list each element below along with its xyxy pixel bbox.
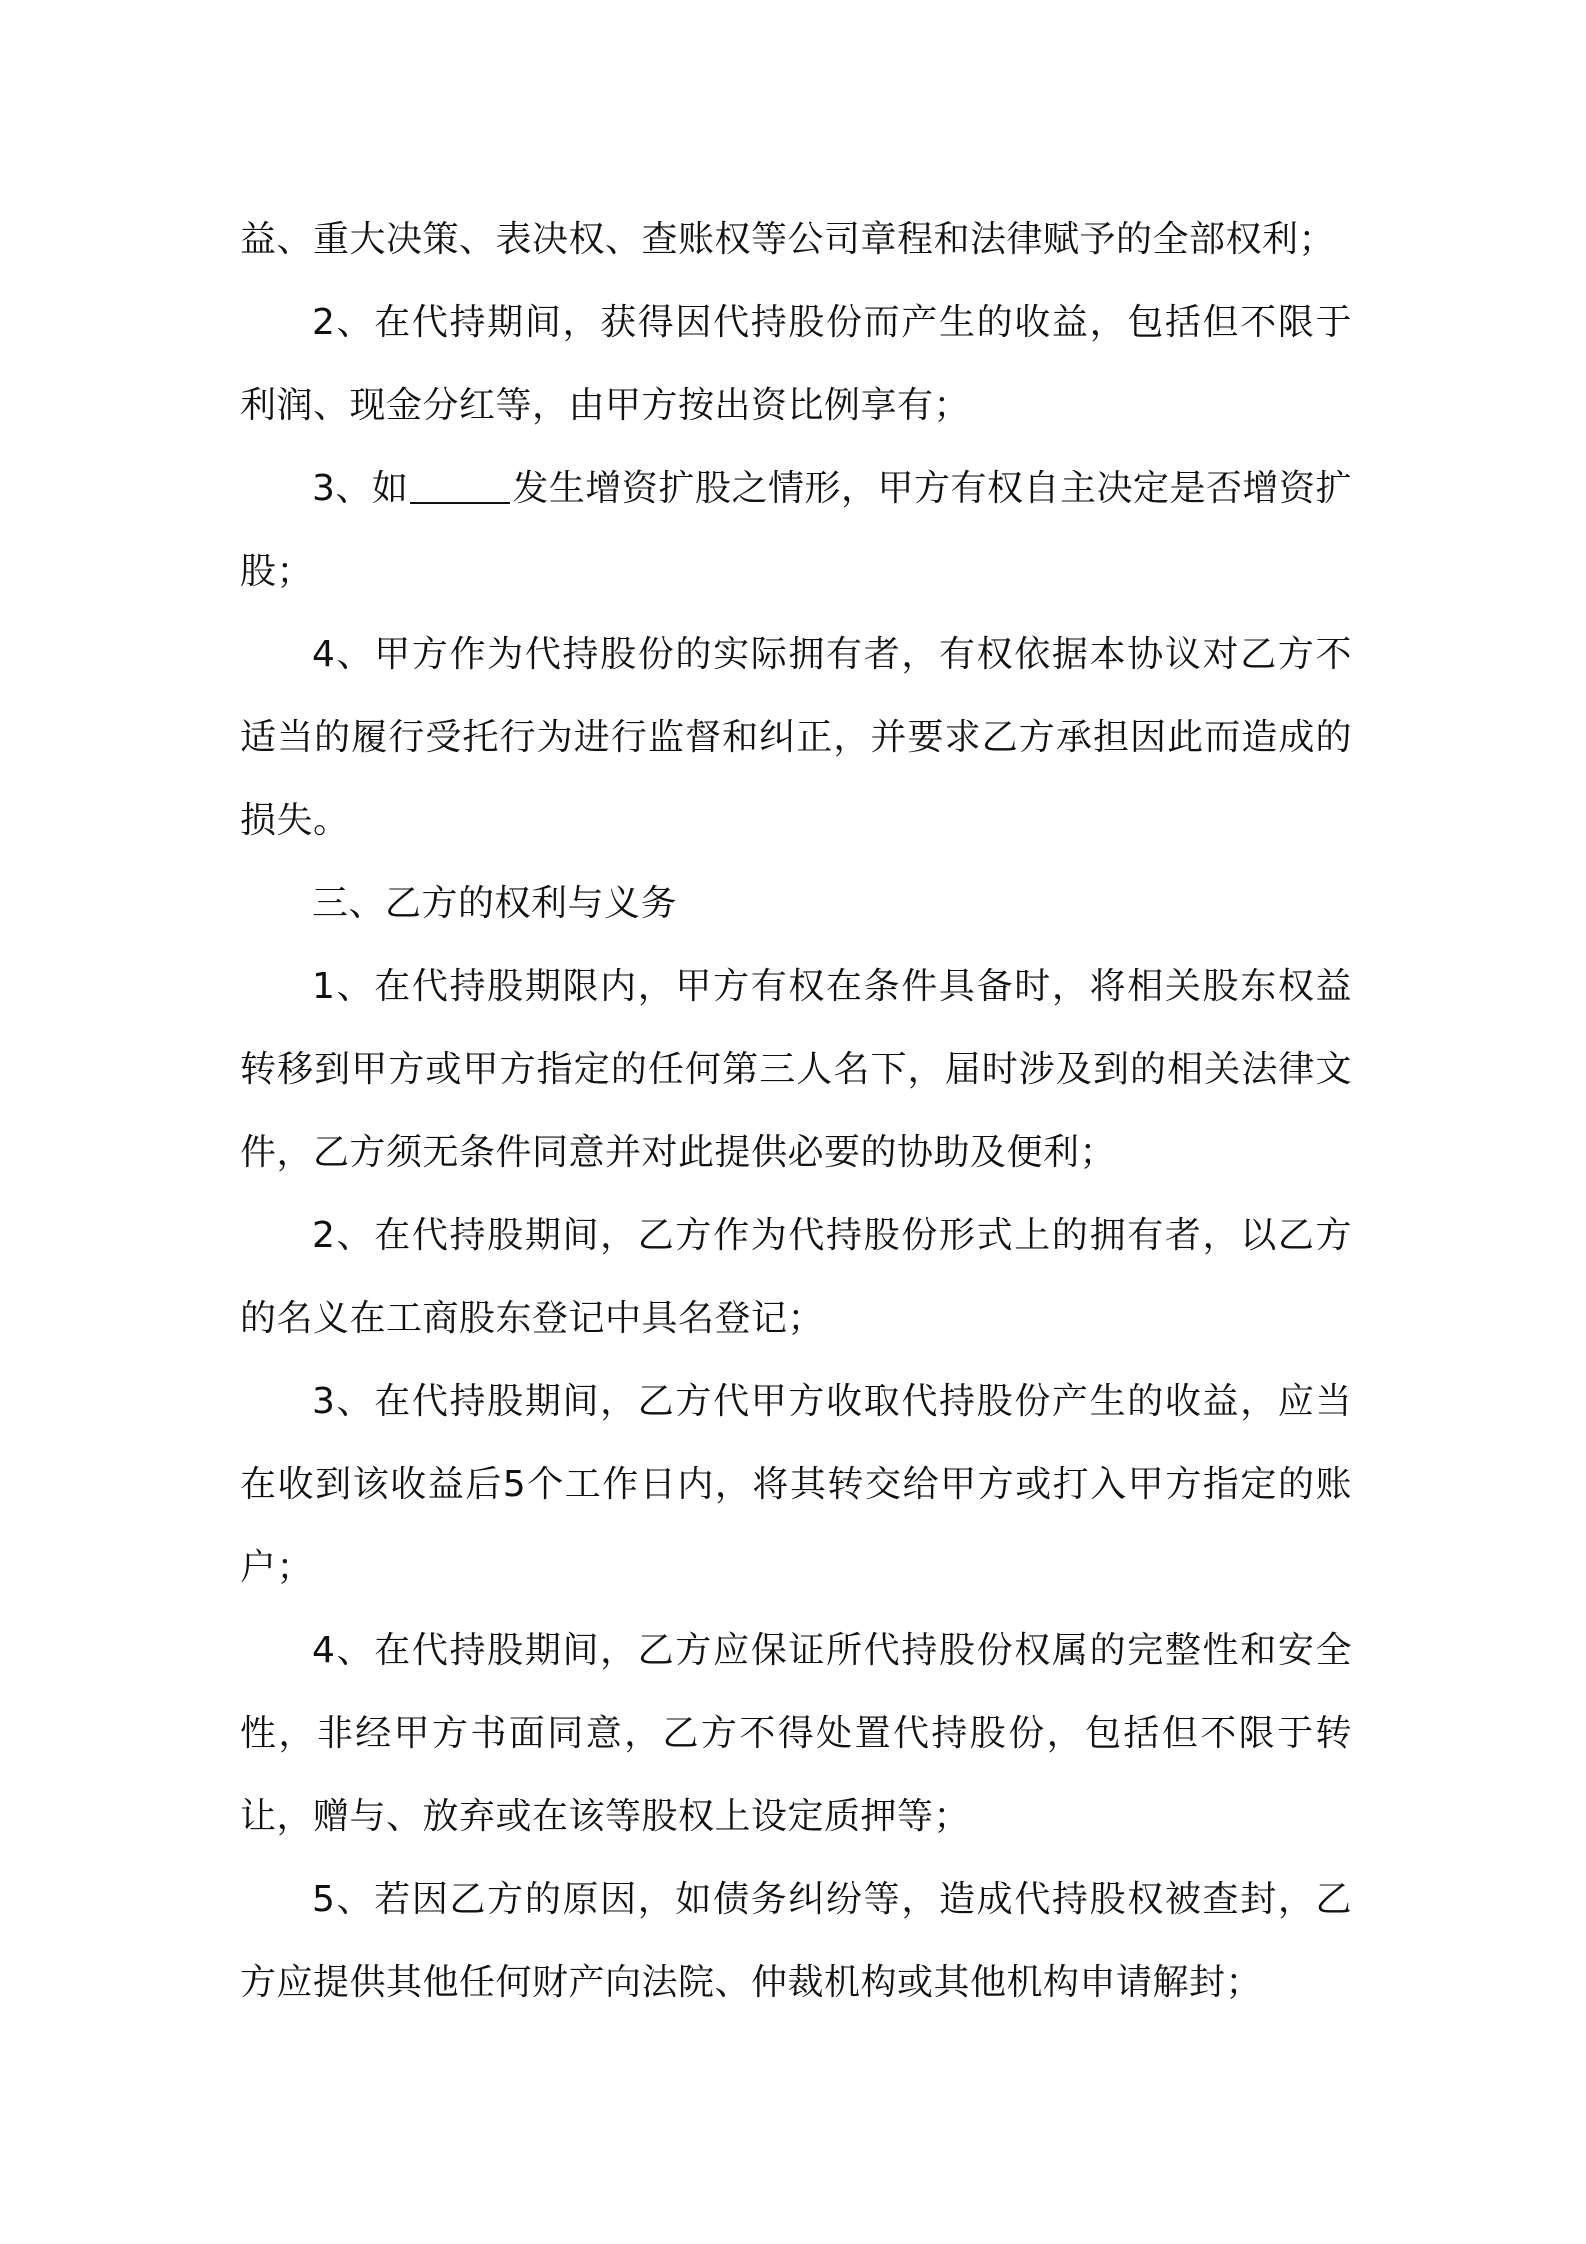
paragraph-clause-2-income: 2、在代持期间，获得因代持股份而产生的收益，包括但不限于利润、现金分红等，由甲方按出资比例享有； bbox=[240, 302, 1352, 426]
paragraph-b-clause-2-registration: 2、在代持股期间，乙方作为代持股份形式上的拥有者，以乙方的名义在工商股东登记中具名登记； bbox=[240, 1215, 1352, 1339]
paragraph-b-clause-1-transfer: 1、在代持股期限内，甲方有权在条件具备时，将相关股东权益转移到甲方或甲方指定的任何第三人名下，届时涉及到的相关法律文件，乙方须无条件同意并对此提供必要的协助及便利； bbox=[240, 966, 1352, 1173]
paragraph-clause-3-capital-increase bbox=[240, 447, 1352, 613]
document-body bbox=[240, 198, 1352, 2024]
section-heading-party-b-rights: 三、乙方的权利与义务 bbox=[312, 883, 678, 924]
paragraph-b-clause-4-integrity: 4、在代持股期间，乙方应保证所代持股份权属的完整性和安全性，非经甲方书面同意，乙方不得处置代持股份，包括但不限于转让，赠与、放弃或在该等股权上设定质押等； bbox=[240, 1630, 1352, 1837]
paragraph-clause-4-supervision: 4、甲方作为代持股份的实际拥有者，有权依据本协议对乙方不适当的履行受托行为进行监督和纠正，并要求乙方承担因此而造成的损失。 bbox=[240, 634, 1352, 841]
paragraph-continuation: 益、重大决策、表决权、查账权等公司章程和法律赋予的全部权利； bbox=[240, 219, 1336, 260]
paragraph-b-clause-5-seizure: 5、若因乙方的原因，如债务纠纷等，造成代持股权被查封，乙方应提供其他任何财产向法院、仲裁机构或其他机构申请解封； bbox=[240, 1879, 1352, 2003]
fill-in-blank-line bbox=[410, 501, 510, 504]
clause-3-text-before-blank: 3、如 bbox=[312, 468, 409, 509]
paragraph-b-clause-3-income-transfer: 3、在代持股期间，乙方代甲方收取代持股份产生的收益，应当在收到该收益后5个工作日内，将其转交给甲方或打入甲方指定的账户； bbox=[240, 1381, 1352, 1588]
clause-3-text-after-blank: 发生增资扩股之情形，甲方有权自主决定是否增资扩股； bbox=[240, 468, 1352, 592]
